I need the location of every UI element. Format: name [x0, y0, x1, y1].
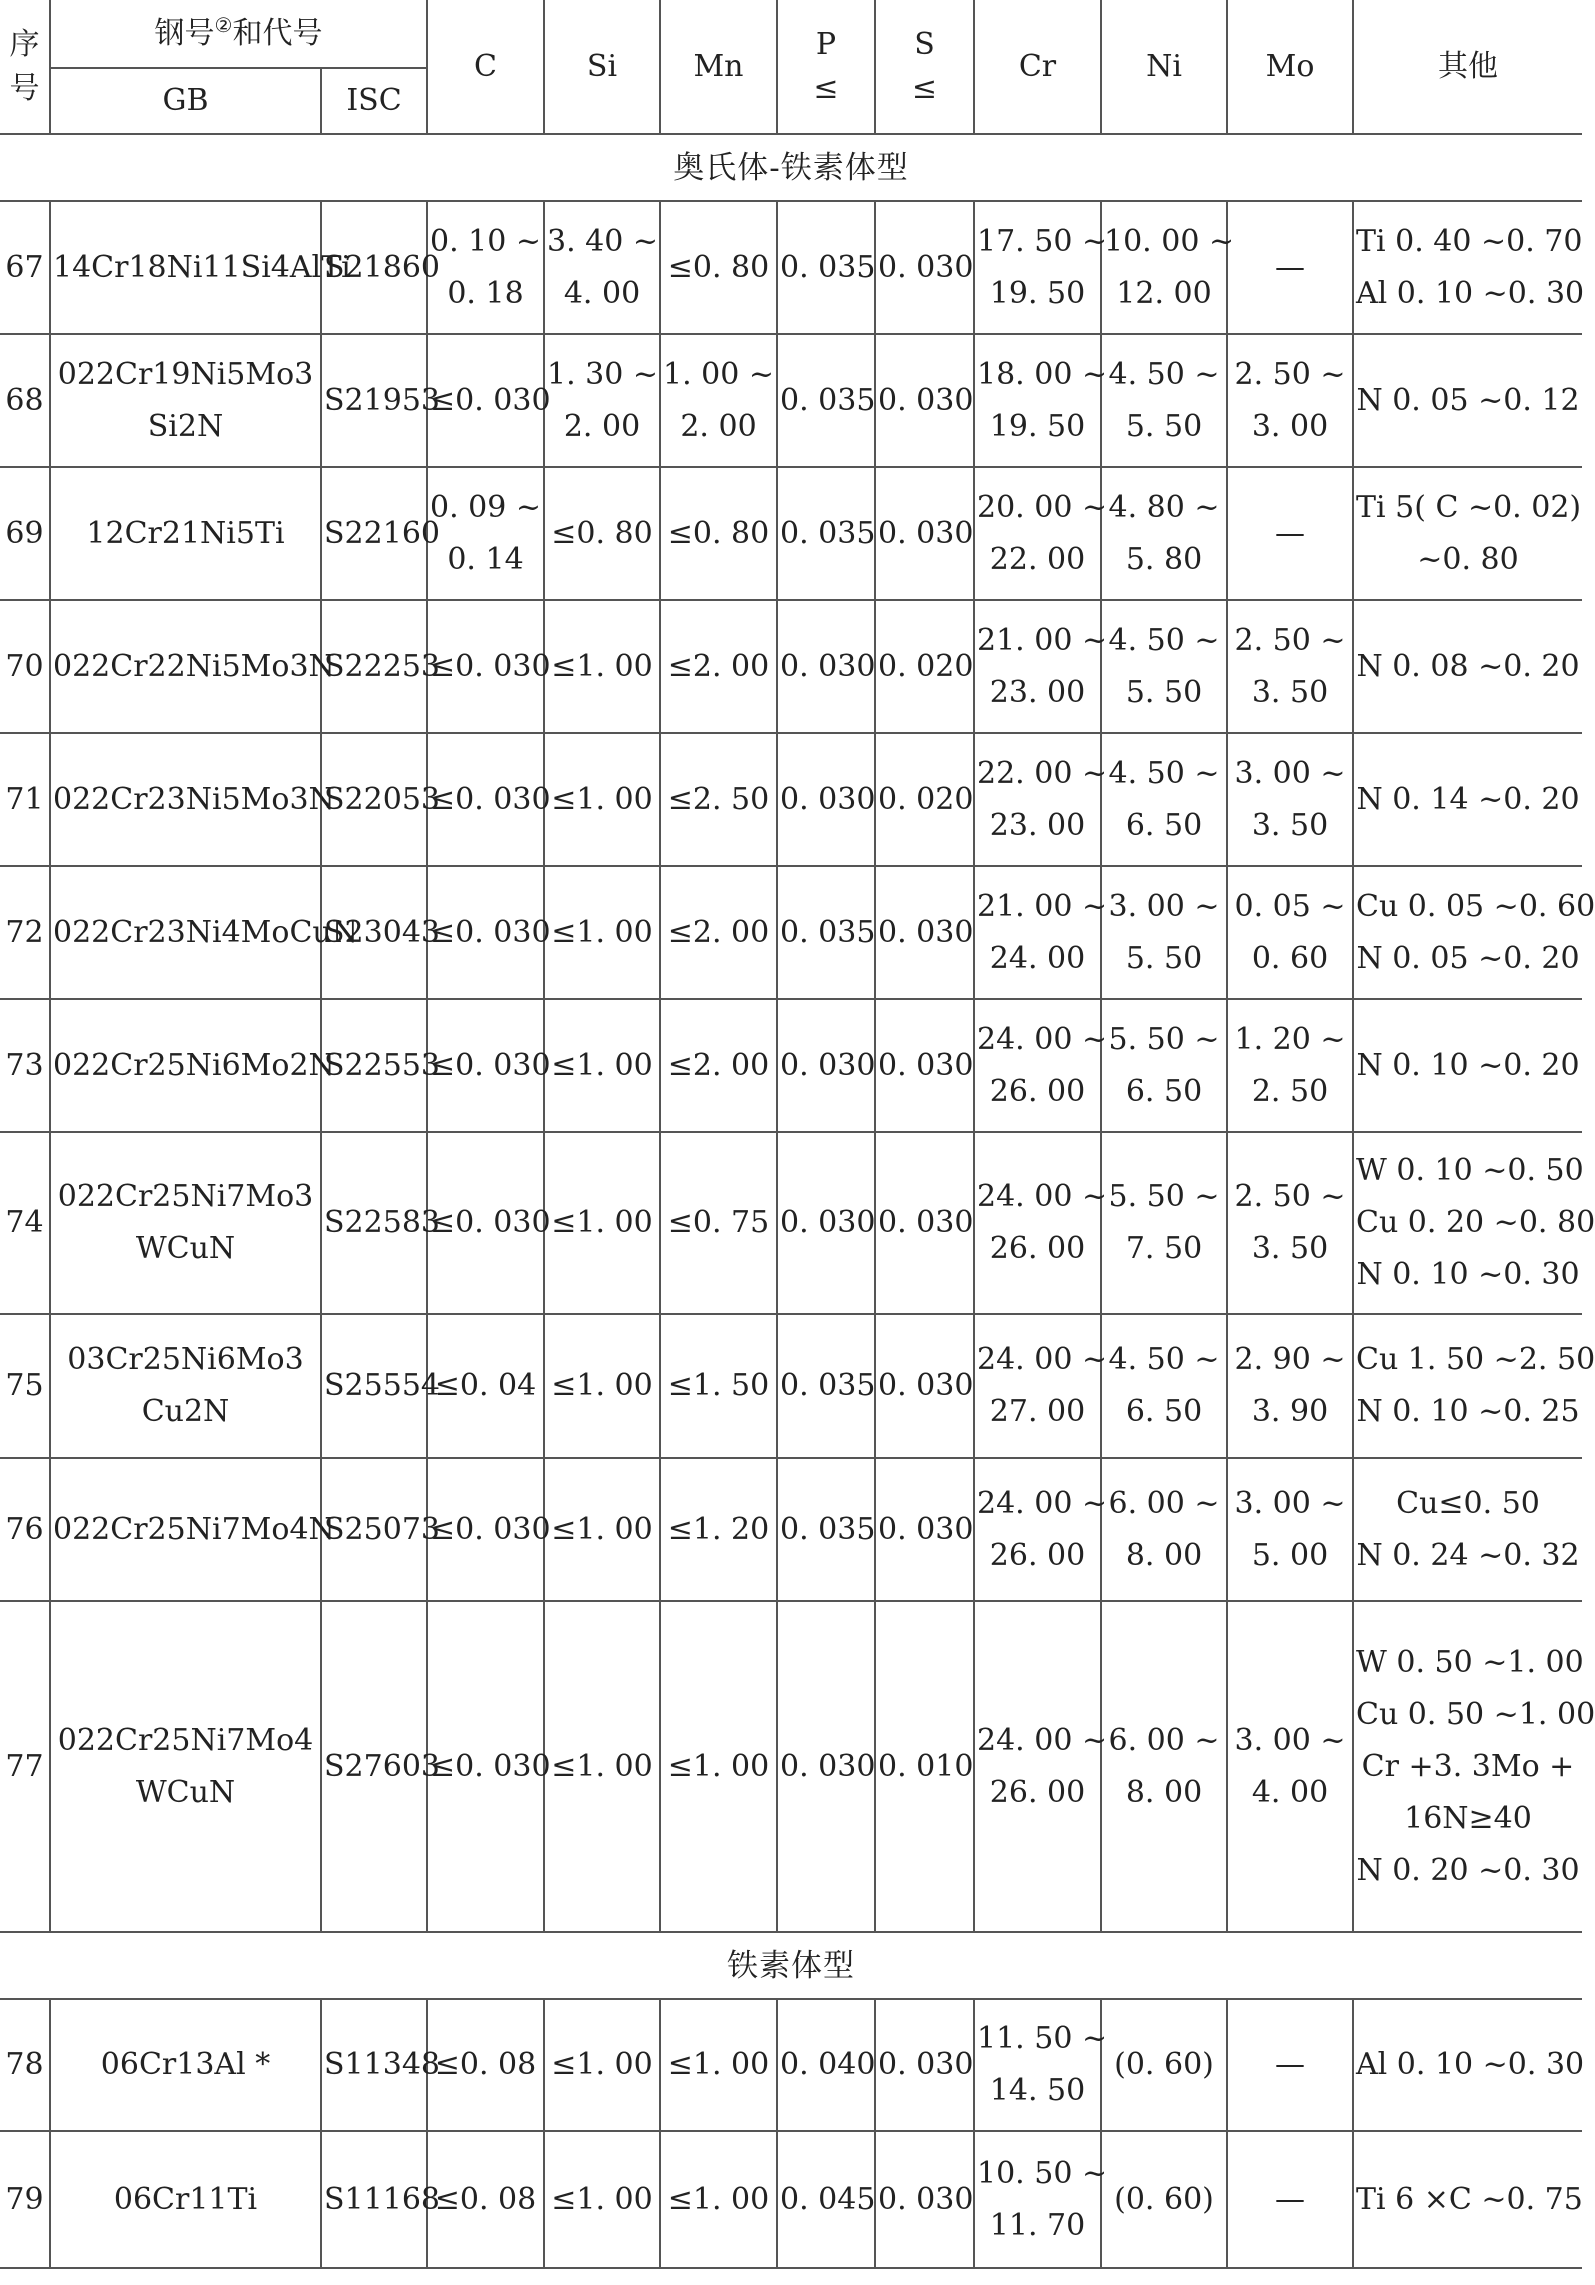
- section-title: 铁素体型: [0, 1932, 1582, 1999]
- header-seq: 序 号: [0, 0, 50, 134]
- code-isc: S25554: [321, 1314, 427, 1458]
- table-row: [0, 600, 1582, 733]
- table-row: [0, 866, 1582, 999]
- row-number: 75: [0, 1314, 50, 1458]
- value-s: 0. 030: [875, 1132, 974, 1314]
- value-p: 0. 040: [777, 1999, 875, 2131]
- grade-gb: 022Cr25Ni6Mo2N: [50, 999, 321, 1132]
- value-cr: 11. 50 ~ 14. 50: [974, 1999, 1101, 2131]
- value-other: Cu 0. 05 ~0. 60 N 0. 05 ~0. 20: [1353, 866, 1582, 999]
- value-mn: ≤0. 75: [660, 1132, 777, 1314]
- value-mn: ≤0. 80: [660, 201, 777, 334]
- value-cr: 18. 00 ~ 19. 50: [974, 334, 1101, 467]
- code-isc: S11168: [321, 2131, 427, 2268]
- value-ni: 5. 50 ~ 6. 50: [1101, 999, 1227, 1132]
- value-s: 0. 030: [875, 2131, 974, 2268]
- grade-gb: 022Cr22Ni5Mo3N: [50, 600, 321, 733]
- table-row: [0, 1314, 1582, 1458]
- value-other: N 0. 05 ~0. 12: [1353, 334, 1582, 467]
- value-other: Ti 0. 40 ~0. 70 Al 0. 10 ~0. 30: [1353, 201, 1582, 334]
- value-mn: ≤1. 50: [660, 1314, 777, 1458]
- header-si: Si: [544, 0, 660, 134]
- value-c: ≤0. 030: [427, 866, 544, 999]
- value-mo: 2. 50 ~ 3. 00: [1227, 334, 1353, 467]
- value-other: W 0. 10 ~0. 50 Cu 0. 20 ~0. 80 N 0. 10 ~0. 30: [1353, 1132, 1582, 1314]
- value-si: ≤1. 00: [544, 866, 660, 999]
- value-c: ≤0. 030: [427, 1458, 544, 1601]
- value-mn: 1. 00 ~ 2. 00: [660, 334, 777, 467]
- row-number: 72: [0, 866, 50, 999]
- value-other: Cu≤0. 50 N 0. 24 ~0. 32: [1353, 1458, 1582, 1601]
- row-number: 73: [0, 999, 50, 1132]
- value-other: Ti 6 ×C ~0. 75: [1353, 2131, 1582, 2268]
- table-row: [0, 334, 1582, 467]
- value-ni: 6. 00 ~ 8. 00: [1101, 1601, 1227, 1932]
- table-row: [0, 1132, 1582, 1314]
- value-c: ≤0. 030: [427, 733, 544, 866]
- value-si: ≤1. 00: [544, 1458, 660, 1601]
- value-other: Al 0. 10 ~0. 30: [1353, 1999, 1582, 2131]
- value-s: 0. 030: [875, 866, 974, 999]
- value-ni: 4. 50 ~ 6. 50: [1101, 1314, 1227, 1458]
- section-row: [0, 1932, 1582, 1999]
- value-ni: 4. 50 ~ 5. 50: [1101, 334, 1227, 467]
- value-s: 0. 030: [875, 1999, 974, 2131]
- grade-gb: 06Cr13Al *: [50, 1999, 321, 2131]
- value-p: 0. 035: [777, 334, 875, 467]
- value-c: ≤0. 030: [427, 1132, 544, 1314]
- section-row: [0, 134, 1582, 201]
- value-si: ≤1. 00: [544, 999, 660, 1132]
- code-isc: S21953: [321, 334, 427, 467]
- value-s: 0. 030: [875, 334, 974, 467]
- grade-gb: 03Cr25Ni6Mo3 Cu2N: [50, 1314, 321, 1458]
- value-cr: 21. 00 ~ 23. 00: [974, 600, 1101, 733]
- value-p: 0. 030: [777, 600, 875, 733]
- value-ni: 4. 50 ~ 6. 50: [1101, 733, 1227, 866]
- value-p: 0. 035: [777, 1314, 875, 1458]
- row-number: 77: [0, 1601, 50, 1932]
- value-c: 0. 09 ~ 0. 14: [427, 467, 544, 600]
- grade-gb: 022Cr25Ni7Mo3 WCuN: [50, 1132, 321, 1314]
- row-number: 78: [0, 1999, 50, 2131]
- grade-gb: 022Cr25Ni7Mo4N: [50, 1458, 321, 1601]
- row-number: 69: [0, 467, 50, 600]
- header-cr: Cr: [974, 0, 1101, 134]
- value-si: ≤0. 80: [544, 467, 660, 600]
- value-cr: 21. 00 ~ 24. 00: [974, 866, 1101, 999]
- header-mo: Mo: [1227, 0, 1353, 134]
- value-p: 0. 035: [777, 201, 875, 334]
- value-ni: 4. 80 ~ 5. 80: [1101, 467, 1227, 600]
- value-mn: ≤2. 00: [660, 999, 777, 1132]
- value-c: ≤0. 030: [427, 999, 544, 1132]
- value-mn: ≤1. 00: [660, 1999, 777, 2131]
- grade-gb: 06Cr11Ti: [50, 2131, 321, 2268]
- value-s: 0. 020: [875, 600, 974, 733]
- header-p: P ≤: [777, 0, 875, 134]
- value-p: 0. 045: [777, 2131, 875, 2268]
- header-other: 其他: [1353, 0, 1582, 134]
- value-mn: ≤1. 20: [660, 1458, 777, 1601]
- value-p: 0. 030: [777, 733, 875, 866]
- table-body: [0, 134, 1595, 2268]
- table-row: [0, 733, 1582, 866]
- header-grade-group: 钢号②和代号: [50, 0, 427, 68]
- code-isc: S11348: [321, 1999, 427, 2131]
- value-c: 0. 10 ~ 0. 18: [427, 201, 544, 334]
- section-title: 奥氏体-铁素体型: [0, 134, 1582, 201]
- value-ni: (0. 60): [1101, 2131, 1227, 2268]
- grade-gb: 022Cr19Ni5Mo3 Si2N: [50, 334, 321, 467]
- value-c: ≤0. 030: [427, 1601, 544, 1932]
- value-cr: 17. 50 ~ 19. 50: [974, 201, 1101, 334]
- value-ni: 3. 00 ~ 5. 50: [1101, 866, 1227, 999]
- value-mn: ≤2. 00: [660, 600, 777, 733]
- value-cr: 24. 00 ~ 26. 00: [974, 1458, 1101, 1601]
- value-si: 1. 30 ~ 2. 00: [544, 334, 660, 467]
- header-isc: ISC: [321, 68, 427, 134]
- header-mn: Mn: [660, 0, 777, 134]
- value-other: N 0. 14 ~0. 20: [1353, 733, 1582, 866]
- code-isc: S21860: [321, 201, 427, 334]
- value-mo: 3. 00 ~ 3. 50: [1227, 733, 1353, 866]
- value-cr: 24. 00 ~ 26. 00: [974, 1601, 1101, 1932]
- value-cr: 24. 00 ~ 27. 00: [974, 1314, 1101, 1458]
- value-s: 0. 030: [875, 999, 974, 1132]
- row-number: 74: [0, 1132, 50, 1314]
- value-mn: ≤1. 00: [660, 2131, 777, 2268]
- value-cr: 22. 00 ~ 23. 00: [974, 733, 1101, 866]
- value-s: 0. 030: [875, 201, 974, 334]
- row-number: 67: [0, 201, 50, 334]
- value-s: 0. 030: [875, 1314, 974, 1458]
- table-row: [0, 1458, 1582, 1601]
- code-isc: S25073: [321, 1458, 427, 1601]
- value-mn: ≤1. 00: [660, 1601, 777, 1932]
- value-c: ≤0. 04: [427, 1314, 544, 1458]
- value-si: ≤1. 00: [544, 1314, 660, 1458]
- code-isc: S22160: [321, 467, 427, 600]
- value-c: ≤0. 030: [427, 334, 544, 467]
- value-mn: ≤2. 00: [660, 866, 777, 999]
- value-mo: 2. 50 ~ 3. 50: [1227, 600, 1353, 733]
- value-p: 0. 030: [777, 999, 875, 1132]
- value-other: N 0. 08 ~0. 20: [1353, 600, 1582, 733]
- table-row: [0, 1999, 1582, 2131]
- value-mo: 1. 20 ~ 2. 50: [1227, 999, 1353, 1132]
- value-c: ≤0. 08: [427, 1999, 544, 2131]
- value-ni: 5. 50 ~ 7. 50: [1101, 1132, 1227, 1314]
- value-ni: 4. 50 ~ 5. 50: [1101, 600, 1227, 733]
- table-row: [0, 2131, 1582, 2268]
- value-cr: 24. 00 ~ 26. 00: [974, 1132, 1101, 1314]
- grade-gb: 022Cr23Ni5Mo3N: [50, 733, 321, 866]
- value-s: 0. 030: [875, 1458, 974, 1601]
- header-gb: GB: [50, 68, 321, 134]
- value-si: ≤1. 00: [544, 1132, 660, 1314]
- value-p: 0. 035: [777, 467, 875, 600]
- value-mo: 0. 05 ~ 0. 60: [1227, 866, 1353, 999]
- value-mo: 2. 50 ~ 3. 50: [1227, 1132, 1353, 1314]
- value-c: ≤0. 08: [427, 2131, 544, 2268]
- value-cr: 20. 00 ~ 22. 00: [974, 467, 1101, 600]
- value-mn: ≤2. 50: [660, 733, 777, 866]
- grade-gb: 14Cr18Ni11Si4AlTi: [50, 201, 321, 334]
- value-mo: —: [1227, 467, 1353, 600]
- value-c: ≤0. 030: [427, 600, 544, 733]
- value-other: W 0. 50 ~1. 00 Cu 0. 50 ~1. 00 Cr +3. 3Mo + 16N≥40 N 0. 20 ~0. 30: [1353, 1601, 1582, 1932]
- value-mo: —: [1227, 1999, 1353, 2131]
- value-mo: —: [1227, 2131, 1353, 2268]
- value-mo: 3. 00 ~ 4. 00: [1227, 1601, 1353, 1932]
- table-row: [0, 467, 1582, 600]
- row-number: 79: [0, 2131, 50, 2268]
- value-mo: 3. 00 ~ 5. 00: [1227, 1458, 1353, 1601]
- table-header: [0, 0, 1582, 134]
- value-si: ≤1. 00: [544, 1601, 660, 1932]
- value-si: ≤1. 00: [544, 600, 660, 733]
- value-s: 0. 030: [875, 467, 974, 600]
- header-s: S ≤: [875, 0, 974, 134]
- code-isc: S23043: [321, 866, 427, 999]
- value-si: ≤1. 00: [544, 1999, 660, 2131]
- value-ni: (0. 60): [1101, 1999, 1227, 2131]
- grade-gb: 022Cr23Ni4MoCuN: [50, 866, 321, 999]
- value-other: N 0. 10 ~0. 20: [1353, 999, 1582, 1132]
- value-ni: 10. 00 ~ 12. 00: [1101, 201, 1227, 334]
- code-isc: S22583: [321, 1132, 427, 1314]
- table-row: [0, 201, 1582, 334]
- value-s: 0. 010: [875, 1601, 974, 1932]
- code-isc: S22553: [321, 999, 427, 1132]
- value-p: 0. 035: [777, 866, 875, 999]
- value-si: ≤1. 00: [544, 2131, 660, 2268]
- grade-gb: 12Cr21Ni5Ti: [50, 467, 321, 600]
- row-number: 71: [0, 733, 50, 866]
- value-mo: —: [1227, 201, 1353, 334]
- value-mn: ≤0. 80: [660, 467, 777, 600]
- table-row: [0, 999, 1582, 1132]
- header-c: C: [427, 0, 544, 134]
- value-si: ≤1. 00: [544, 733, 660, 866]
- code-isc: S27603: [321, 1601, 427, 1932]
- value-other: Cu 1. 50 ~2. 50 N 0. 10 ~0. 25: [1353, 1314, 1582, 1458]
- value-p: 0. 030: [777, 1601, 875, 1932]
- code-isc: S22053: [321, 733, 427, 866]
- value-s: 0. 020: [875, 733, 974, 866]
- value-other: Ti 5( C ~0. 02) ~0. 80: [1353, 467, 1582, 600]
- footnote-mark: ②: [214, 12, 233, 37]
- code-isc: S22253: [321, 600, 427, 733]
- value-p: 0. 035: [777, 1458, 875, 1601]
- row-number: 70: [0, 600, 50, 733]
- value-p: 0. 030: [777, 1132, 875, 1314]
- value-cr: 10. 50 ~ 11. 70: [974, 2131, 1101, 2268]
- value-si: 3. 40 ~ 4. 00: [544, 201, 660, 334]
- value-cr: 24. 00 ~ 26. 00: [974, 999, 1101, 1132]
- row-number: 76: [0, 1458, 50, 1601]
- grade-gb: 022Cr25Ni7Mo4 WCuN: [50, 1601, 321, 1932]
- value-mo: 2. 90 ~ 3. 90: [1227, 1314, 1353, 1458]
- header-ni: Ni: [1101, 0, 1227, 134]
- value-ni: 6. 00 ~ 8. 00: [1101, 1458, 1227, 1601]
- row-number: 68: [0, 334, 50, 467]
- table-row: [0, 1601, 1582, 1932]
